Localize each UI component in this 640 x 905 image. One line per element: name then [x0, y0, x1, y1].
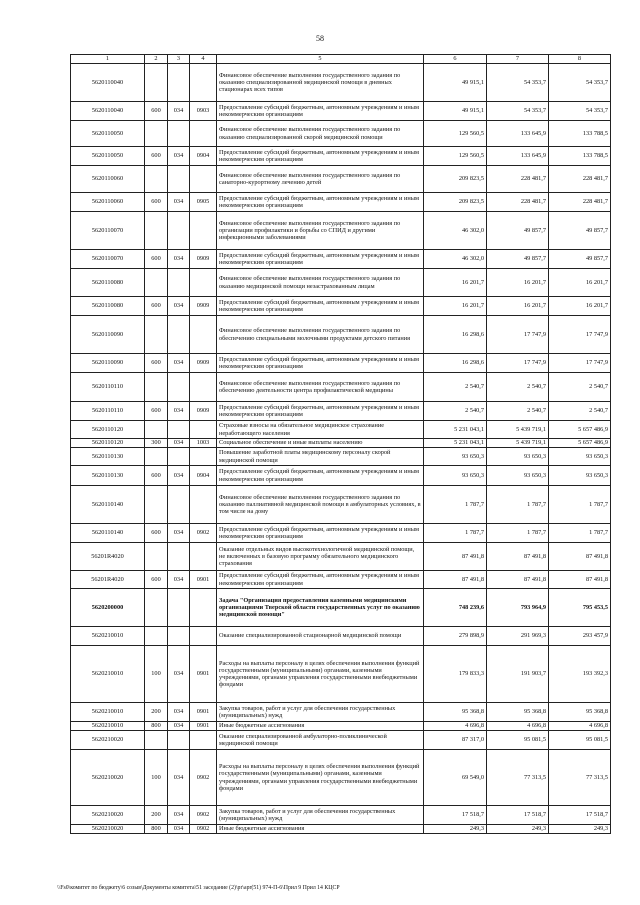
description-cell: Повышение заработной платы медицинскому персоналу скорой медицинской помощи [217, 448, 424, 466]
expense-type-cell: 600 [145, 402, 168, 421]
table-row [71, 166, 611, 193]
kcsr-code-cell: 56201R4020 [71, 543, 145, 571]
amount-col6-cell: 87 317,0 [424, 731, 487, 750]
kcsr-code-cell: 5620210010 [71, 646, 145, 703]
amount-col8-cell: 17 747,9 [549, 316, 611, 354]
section-code-cell: 0909 [190, 250, 217, 269]
amount-col7-cell: 793 964,9 [487, 589, 549, 627]
description-cell: Предоставление субсидий бюджетным, автономным учреждениям и иным некоммерческим организациям [217, 524, 424, 543]
amount-col8-cell: 1 787,7 [549, 486, 611, 524]
kcsr-code-cell: 5620110060 [71, 166, 145, 193]
amount-col8-cell: 93 650,3 [549, 466, 611, 486]
section-code-cell [190, 543, 217, 571]
amount-col8-cell: 133 788,5 [549, 147, 611, 166]
kcsr-code-cell: 5620110130 [71, 448, 145, 466]
table-row [71, 524, 611, 543]
expense-type-cell: 600 [145, 193, 168, 212]
description-cell: Оказание специализированной стационарной медицинской помощи [217, 627, 424, 646]
amount-col6-cell: 209 823,5 [424, 166, 487, 193]
kcsr-code-cell: 5620110120 [71, 421, 145, 439]
ministry-code-cell: 034 [168, 402, 190, 421]
description-cell: Предоставление субсидий бюджетным, автономным учреждениям и иным некоммерческим организациям [217, 354, 424, 373]
table-row [71, 269, 611, 297]
table-row [71, 731, 611, 750]
description-cell: Предоставление субсидий бюджетным, автономным учреждениям и иным некоммерческим организациям [217, 193, 424, 212]
section-code-cell: 0902 [190, 825, 217, 834]
ministry-code-cell [168, 448, 190, 466]
description-cell: Финансовое обеспечение выполнения государственного задания по оказанию медицинской помощи незастрахованным лицам [217, 269, 424, 297]
amount-col6-cell: 16 201,7 [424, 269, 487, 297]
amount-col8-cell: 49 857,7 [549, 212, 611, 250]
amount-col8-cell: 2 540,7 [549, 373, 611, 402]
ministry-code-cell [168, 589, 190, 627]
amount-col6-cell: 93 650,3 [424, 466, 487, 486]
table-row [71, 421, 611, 439]
description-cell: Оказание отдельных видов высокотехнологичной медицинской помощи, не включенных в базовую программу обязательного медицинского страхования [217, 543, 424, 571]
table-row [71, 212, 611, 250]
kcsr-code-cell: 5620110120 [71, 439, 145, 448]
ministry-code-cell [168, 486, 190, 524]
expense-type-cell [145, 212, 168, 250]
table-row [71, 402, 611, 421]
section-code-cell [190, 212, 217, 250]
description-cell: Финансовое обеспечение выполнения государственного задания по оказанию специализированной медицинской помощи в дневных стационарах всех типов [217, 64, 424, 102]
kcsr-code-cell: 5620110060 [71, 193, 145, 212]
amount-col7-cell: 133 645,9 [487, 147, 549, 166]
description-cell: Финансовое обеспечение выполнения государственного задания по организации профилактики и борьбы со СПИД и другими инфекционными заболеваниями [217, 212, 424, 250]
kcsr-code-cell: 5620110140 [71, 486, 145, 524]
table-row [71, 439, 611, 448]
ministry-code-cell: 034 [168, 297, 190, 316]
expense-type-cell: 600 [145, 297, 168, 316]
table-row [71, 486, 611, 524]
amount-col6-cell: 249,3 [424, 825, 487, 834]
expense-type-cell [145, 421, 168, 439]
ministry-code-cell: 034 [168, 825, 190, 834]
amount-col7-cell: 4 696,8 [487, 722, 549, 731]
amount-col7-cell: 249,3 [487, 825, 549, 834]
expense-type-cell: 600 [145, 102, 168, 121]
ministry-code-cell: 034 [168, 250, 190, 269]
column-header-1: 1 [71, 55, 145, 64]
amount-col7-cell: 133 645,9 [487, 121, 549, 147]
kcsr-code-cell: 5620110080 [71, 297, 145, 316]
ministry-code-cell [168, 627, 190, 646]
amount-col8-cell: 87 491,8 [549, 543, 611, 571]
description-cell: Предоставление субсидий бюджетным, автономным учреждениям и иным некоммерческим организациям [217, 571, 424, 589]
section-code-cell [190, 121, 217, 147]
amount-col7-cell: 77 313,5 [487, 750, 549, 806]
amount-col8-cell: 87 491,8 [549, 571, 611, 589]
ministry-code-cell [168, 373, 190, 402]
amount-col7-cell: 228 481,7 [487, 166, 549, 193]
amount-col6-cell: 748 239,6 [424, 589, 487, 627]
expense-type-cell [145, 486, 168, 524]
expense-type-cell [145, 64, 168, 102]
amount-col6-cell: 46 302,0 [424, 212, 487, 250]
description-cell: Финансовое обеспечение выполнения государственного задания по санаторно-курортному лечению детей [217, 166, 424, 193]
ministry-code-cell [168, 212, 190, 250]
section-code-cell: 0909 [190, 354, 217, 373]
section-code-cell: 0904 [190, 147, 217, 166]
expense-type-cell [145, 269, 168, 297]
amount-col6-cell: 1 787,7 [424, 524, 487, 543]
kcsr-code-cell: 5620110080 [71, 269, 145, 297]
section-code-cell: 0902 [190, 806, 217, 825]
amount-col8-cell: 5 657 486,9 [549, 421, 611, 439]
table-row [71, 102, 611, 121]
expense-type-cell [145, 316, 168, 354]
amount-col8-cell: 795 453,5 [549, 589, 611, 627]
description-cell: Закупка товаров, работ и услуг для обеспечения государственных (муниципальных) нужд [217, 806, 424, 825]
amount-col7-cell: 1 787,7 [487, 524, 549, 543]
section-code-cell: 0902 [190, 750, 217, 806]
description-cell: Страховые взносы на обязательное медицинское страхование неработающего населения [217, 421, 424, 439]
description-cell: Оказание специализированной амбулаторно-поликлинической медицинской помощи [217, 731, 424, 750]
ministry-code-cell: 034 [168, 102, 190, 121]
table-row [71, 627, 611, 646]
column-header-2: 2 [145, 55, 168, 64]
expense-type-cell: 600 [145, 571, 168, 589]
description-cell: Расходы на выплаты персоналу в целях обеспечения выполнения функций государственными (муниципальными) органами, казенными учреждениями, органами управления государственными внебюджетными фондами [217, 750, 424, 806]
section-code-cell [190, 373, 217, 402]
amount-col8-cell: 95 081,5 [549, 731, 611, 750]
amount-col6-cell: 129 560,5 [424, 147, 487, 166]
amount-col6-cell: 279 898,9 [424, 627, 487, 646]
amount-col8-cell: 4 696,8 [549, 722, 611, 731]
amount-col8-cell: 249,3 [549, 825, 611, 834]
amount-col8-cell: 228 481,7 [549, 166, 611, 193]
amount-col7-cell: 49 857,7 [487, 250, 549, 269]
expense-type-cell [145, 373, 168, 402]
page-number: 58 [316, 34, 324, 43]
table-row [71, 64, 611, 102]
description-cell: Предоставление субсидий бюджетным, автономным учреждениям и иным некоммерческим организациям [217, 466, 424, 486]
amount-col7-cell: 17 518,7 [487, 806, 549, 825]
ministry-code-cell: 034 [168, 646, 190, 703]
description-cell: Финансовое обеспечение выполнения государственного задания по оказанию паллиативной медицинской помощи в амбулаторных условиях, в том числе на дому [217, 486, 424, 524]
table-row [71, 750, 611, 806]
kcsr-code-cell: 5620110050 [71, 147, 145, 166]
ministry-code-cell [168, 421, 190, 439]
budget-table [70, 54, 611, 834]
amount-col7-cell: 49 857,7 [487, 212, 549, 250]
column-header-5: 5 [217, 55, 424, 64]
section-code-cell: 0902 [190, 524, 217, 543]
table-row [71, 543, 611, 571]
expense-type-cell: 100 [145, 750, 168, 806]
ministry-code-cell: 034 [168, 193, 190, 212]
column-header-3: 3 [168, 55, 190, 64]
amount-col7-cell: 5 439 719,1 [487, 421, 549, 439]
amount-col6-cell: 69 549,0 [424, 750, 487, 806]
file-path-footer: \\Fs0\комитет по бюджету\6 созыв\Документы комитета\51 заседание (2)\pr\apr(51) 974-П-6\Прил 9 Прил 14 КЦСР [57, 885, 340, 891]
amount-col6-cell: 49 915,1 [424, 64, 487, 102]
section-code-cell: 0901 [190, 703, 217, 722]
ministry-code-cell [168, 543, 190, 571]
amount-col6-cell: 46 302,0 [424, 250, 487, 269]
ministry-code-cell: 034 [168, 354, 190, 373]
ministry-code-cell: 034 [168, 439, 190, 448]
column-header-8: 8 [549, 55, 611, 64]
kcsr-code-cell: 5620110110 [71, 402, 145, 421]
expense-type-cell: 800 [145, 825, 168, 834]
section-code-cell: 0901 [190, 722, 217, 731]
column-header-6: 6 [424, 55, 487, 64]
amount-col8-cell: 93 650,3 [549, 448, 611, 466]
table-row [71, 373, 611, 402]
ministry-code-cell [168, 731, 190, 750]
amount-col7-cell: 93 650,3 [487, 466, 549, 486]
expense-type-cell: 600 [145, 147, 168, 166]
expense-type-cell [145, 166, 168, 193]
table-body [71, 64, 611, 834]
description-cell: Финансовое обеспечение выполнения государственного задания по обеспечению специальными молочными продуктами детского питания [217, 316, 424, 354]
section-code-cell [190, 421, 217, 439]
amount-col7-cell: 95 368,8 [487, 703, 549, 722]
kcsr-code-cell: 5620210020 [71, 825, 145, 834]
amount-col7-cell: 191 903,7 [487, 646, 549, 703]
ministry-code-cell [168, 269, 190, 297]
section-code-cell [190, 731, 217, 750]
amount-col8-cell: 293 457,9 [549, 627, 611, 646]
ministry-code-cell: 034 [168, 750, 190, 806]
amount-col6-cell: 1 787,7 [424, 486, 487, 524]
amount-col6-cell: 2 540,7 [424, 402, 487, 421]
amount-col6-cell: 93 650,3 [424, 448, 487, 466]
table-row [71, 250, 611, 269]
column-header-4: 4 [190, 55, 217, 64]
table-row [71, 193, 611, 212]
table-row [71, 448, 611, 466]
amount-col6-cell: 5 231 043,1 [424, 421, 487, 439]
table-row [71, 806, 611, 825]
expense-type-cell [145, 543, 168, 571]
kcsr-code-cell: 5620210010 [71, 722, 145, 731]
section-code-cell: 0901 [190, 646, 217, 703]
amount-col7-cell: 54 353,7 [487, 64, 549, 102]
kcsr-code-cell: 5620110090 [71, 316, 145, 354]
amount-col6-cell: 95 368,8 [424, 703, 487, 722]
ministry-code-cell: 034 [168, 524, 190, 543]
kcsr-code-cell: 5620110070 [71, 212, 145, 250]
kcsr-code-cell: 56201R4020 [71, 571, 145, 589]
table-row [71, 703, 611, 722]
description-cell: Предоставление субсидий бюджетным, автономным учреждениям и иным некоммерческим организациям [217, 147, 424, 166]
section-code-cell [190, 316, 217, 354]
amount-col7-cell: 5 439 719,1 [487, 439, 549, 448]
expense-type-cell: 600 [145, 250, 168, 269]
expense-type-cell: 200 [145, 703, 168, 722]
kcsr-code-cell: 5620210010 [71, 627, 145, 646]
kcsr-code-cell: 5620110040 [71, 102, 145, 121]
section-code-cell: 1003 [190, 439, 217, 448]
expense-type-cell: 600 [145, 466, 168, 486]
ministry-code-cell: 034 [168, 466, 190, 486]
expense-type-cell: 200 [145, 806, 168, 825]
amount-col6-cell: 4 696,8 [424, 722, 487, 731]
section-code-cell: 0904 [190, 466, 217, 486]
description-cell: Расходы на выплаты персоналу в целях обеспечения выполнения функций государственными (муниципальными) органами, казенными учреждениями, органами управления государственными внебюджетными фондами [217, 646, 424, 703]
description-cell: Предоставление субсидий бюджетным, автономным учреждениям и иным некоммерческим организациям [217, 402, 424, 421]
table-row [71, 571, 611, 589]
amount-col6-cell: 129 560,5 [424, 121, 487, 147]
amount-col6-cell: 16 201,7 [424, 297, 487, 316]
column-header-7: 7 [487, 55, 549, 64]
amount-col7-cell: 291 969,3 [487, 627, 549, 646]
table-row [71, 825, 611, 834]
section-code-cell [190, 166, 217, 193]
table-row [71, 121, 611, 147]
expense-type-cell: 600 [145, 354, 168, 373]
amount-col7-cell: 2 540,7 [487, 373, 549, 402]
amount-col7-cell: 228 481,7 [487, 193, 549, 212]
ministry-code-cell [168, 64, 190, 102]
amount-col7-cell: 87 491,8 [487, 543, 549, 571]
kcsr-code-cell: 5620110050 [71, 121, 145, 147]
amount-col7-cell: 2 540,7 [487, 402, 549, 421]
table-row [71, 297, 611, 316]
description-cell: Предоставление субсидий бюджетным, автономным учреждениям и иным некоммерческим организациям [217, 297, 424, 316]
table-row [71, 646, 611, 703]
amount-col6-cell: 2 540,7 [424, 373, 487, 402]
amount-col6-cell: 87 491,8 [424, 543, 487, 571]
amount-col8-cell: 16 201,7 [549, 297, 611, 316]
description-cell: Предоставление субсидий бюджетным, автономным учреждениям и иным некоммерческим организациям [217, 250, 424, 269]
section-code-cell: 0909 [190, 297, 217, 316]
kcsr-code-cell: 5620210010 [71, 703, 145, 722]
section-code-cell: 0909 [190, 402, 217, 421]
expense-type-cell: 800 [145, 722, 168, 731]
amount-col7-cell: 54 353,7 [487, 102, 549, 121]
amount-col8-cell: 54 353,7 [549, 102, 611, 121]
amount-col8-cell: 16 201,7 [549, 269, 611, 297]
amount-col8-cell: 228 481,7 [549, 193, 611, 212]
kcsr-code-cell: 5620110090 [71, 354, 145, 373]
kcsr-code-cell: 5620210020 [71, 806, 145, 825]
amount-col6-cell: 17 518,7 [424, 806, 487, 825]
description-cell: Финансовое обеспечение выполнения государственного задания по обеспечению деятельности центра профилактической медицины [217, 373, 424, 402]
amount-col7-cell: 17 747,9 [487, 316, 549, 354]
amount-col6-cell: 49 915,1 [424, 102, 487, 121]
kcsr-code-cell: 5620110140 [71, 524, 145, 543]
description-cell: Социальное обеспечение и иные выплаты населению [217, 439, 424, 448]
expense-type-cell [145, 121, 168, 147]
amount-col8-cell: 54 353,7 [549, 64, 611, 102]
kcsr-code-cell: 5620110070 [71, 250, 145, 269]
amount-col7-cell: 16 201,7 [487, 269, 549, 297]
ministry-code-cell: 034 [168, 722, 190, 731]
amount-col7-cell: 16 201,7 [487, 297, 549, 316]
amount-col6-cell: 16 298,6 [424, 316, 487, 354]
section-code-cell [190, 448, 217, 466]
amount-col8-cell: 193 392,3 [549, 646, 611, 703]
amount-col7-cell: 95 081,5 [487, 731, 549, 750]
amount-col7-cell: 17 747,9 [487, 354, 549, 373]
ministry-code-cell [168, 121, 190, 147]
section-code-cell [190, 64, 217, 102]
expense-type-cell: 100 [145, 646, 168, 703]
kcsr-code-cell: 5620110110 [71, 373, 145, 402]
ministry-code-cell: 034 [168, 147, 190, 166]
amount-col6-cell: 16 298,6 [424, 354, 487, 373]
table-row [71, 722, 611, 731]
description-cell: Финансовое обеспечение выполнения государственного задания по оказанию специализированной скорой медицинской помощи [217, 121, 424, 147]
amount-col8-cell: 17 747,9 [549, 354, 611, 373]
description-cell: Иные бюджетные ассигнования [217, 825, 424, 834]
ministry-code-cell: 034 [168, 571, 190, 589]
expense-type-cell: 300 [145, 439, 168, 448]
section-code-cell: 0905 [190, 193, 217, 212]
amount-col8-cell: 49 857,7 [549, 250, 611, 269]
kcsr-code-cell: 5620200000 [71, 589, 145, 627]
kcsr-code-cell: 5620210020 [71, 731, 145, 750]
table-row [71, 147, 611, 166]
amount-col8-cell: 2 540,7 [549, 402, 611, 421]
kcsr-code-cell: 5620110130 [71, 466, 145, 486]
description-cell: Закупка товаров, работ и услуг для обеспечения государственных (муниципальных) нужд [217, 703, 424, 722]
table-row [71, 316, 611, 354]
amount-col6-cell: 209 823,5 [424, 193, 487, 212]
table-row [71, 354, 611, 373]
kcsr-code-cell: 5620210020 [71, 750, 145, 806]
ministry-code-cell [168, 316, 190, 354]
expense-type-cell [145, 448, 168, 466]
amount-col8-cell: 5 657 486,9 [549, 439, 611, 448]
description-cell: Иные бюджетные ассигнования [217, 722, 424, 731]
description-cell: Предоставление субсидий бюджетным, автономным учреждениям и иным некоммерческим организациям [217, 102, 424, 121]
amount-col7-cell: 93 650,3 [487, 448, 549, 466]
table-row-task [71, 589, 611, 627]
section-code-cell: 0901 [190, 571, 217, 589]
amount-col8-cell: 1 787,7 [549, 524, 611, 543]
amount-col8-cell: 95 368,8 [549, 703, 611, 722]
amount-col7-cell: 87 491,8 [487, 571, 549, 589]
amount-col8-cell: 17 518,7 [549, 806, 611, 825]
section-code-cell [190, 589, 217, 627]
expense-type-cell [145, 627, 168, 646]
amount-col6-cell: 87 491,8 [424, 571, 487, 589]
ministry-code-cell: 034 [168, 703, 190, 722]
table-header-row [71, 55, 611, 64]
section-code-cell: 0903 [190, 102, 217, 121]
amount-col6-cell: 179 833,3 [424, 646, 487, 703]
kcsr-code-cell: 5620110040 [71, 64, 145, 102]
table-row [71, 466, 611, 486]
section-code-cell [190, 269, 217, 297]
ministry-code-cell [168, 166, 190, 193]
section-code-cell [190, 627, 217, 646]
section-code-cell [190, 486, 217, 524]
expense-type-cell: 600 [145, 524, 168, 543]
amount-col8-cell: 133 788,5 [549, 121, 611, 147]
expense-type-cell [145, 731, 168, 750]
expense-type-cell [145, 589, 168, 627]
amount-col7-cell: 1 787,7 [487, 486, 549, 524]
ministry-code-cell: 034 [168, 806, 190, 825]
description-cell: Задача "Организация предоставления казенными медицинскими организациями Тверской области государственных услуг по оказанию медицинской помощи" [217, 589, 424, 627]
amount-col6-cell: 5 231 043,1 [424, 439, 487, 448]
amount-col8-cell: 77 313,5 [549, 750, 611, 806]
